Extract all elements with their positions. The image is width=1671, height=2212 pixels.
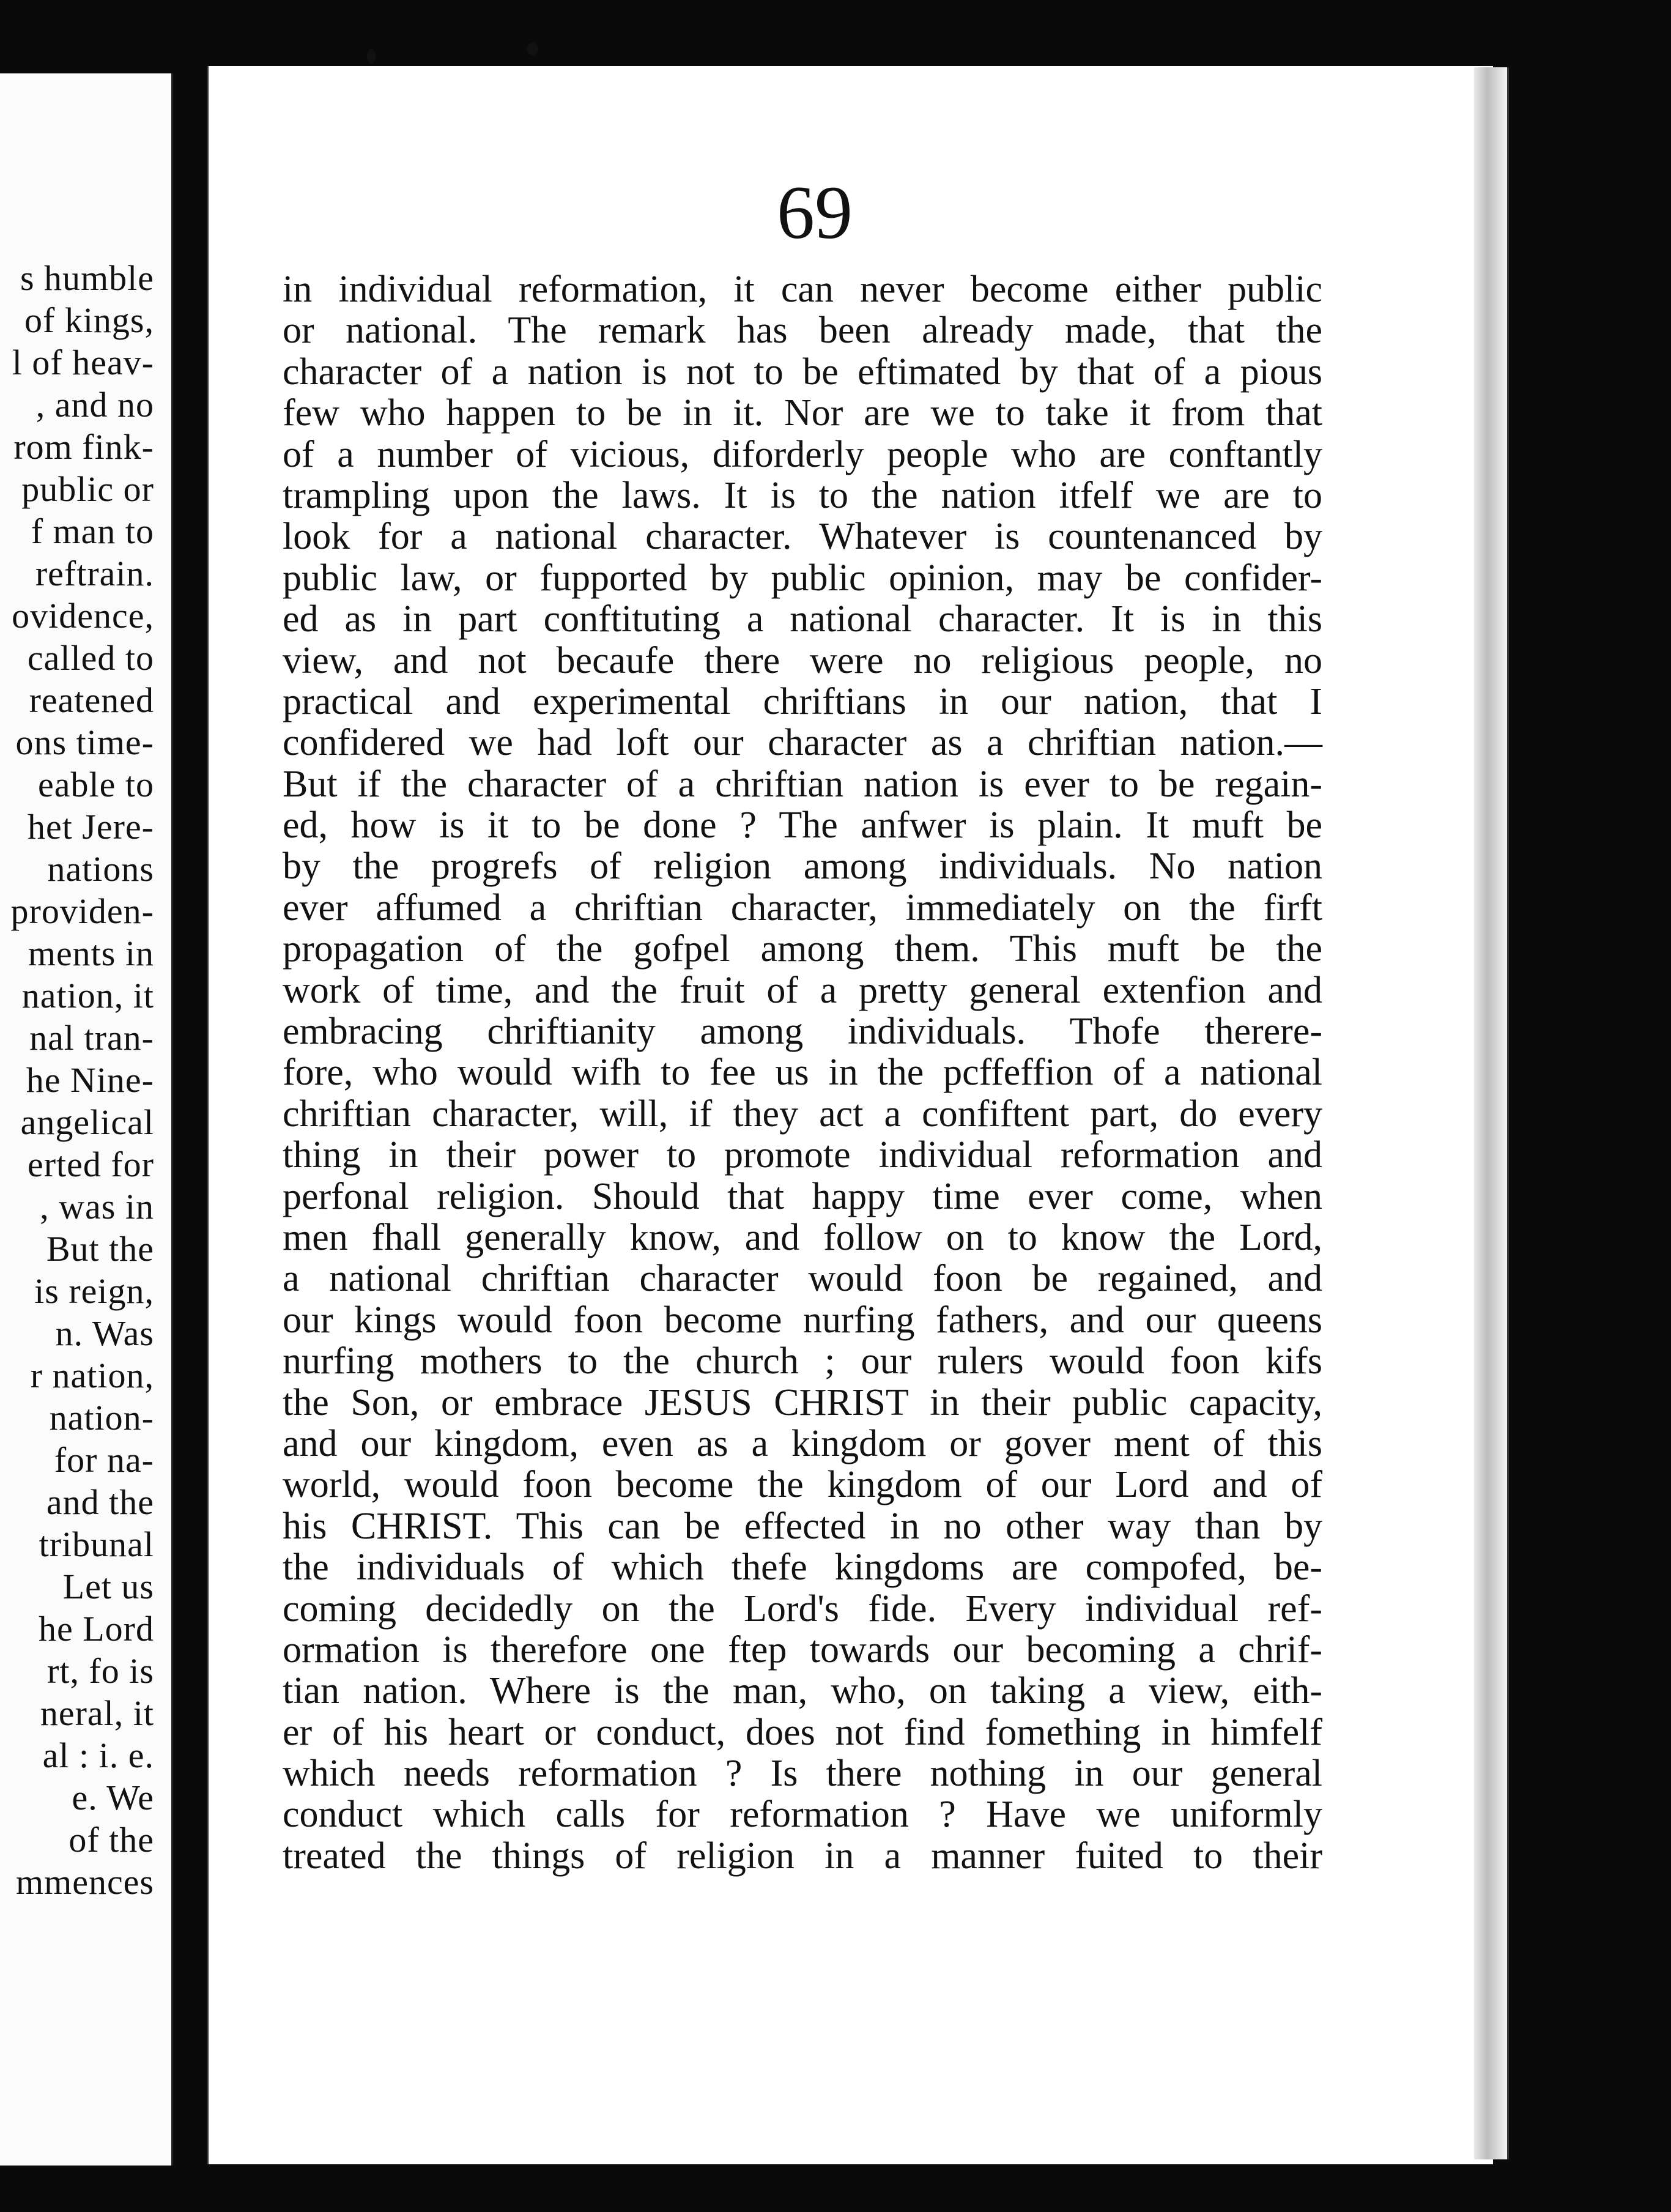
text-line: confidered we had loft our character as a chriftian nation.—: [283, 722, 1322, 764]
text-line: and our kingdom, even as a kingdom or gover ment of this: [283, 1422, 1322, 1464]
scan-speck: [367, 49, 376, 64]
text-line: embracing chriftianity among individuals. Thofe therere-: [283, 1011, 1322, 1053]
text-line: ormation is therefore one ftep towards our becoming a chrif-: [283, 1628, 1322, 1671]
facing-page-line: eable to: [38, 765, 154, 804]
facing-page-line: But the: [46, 1229, 154, 1269]
text-line: trampling upon the laws. It is to the nation itfelf we are to: [283, 474, 1322, 516]
text-line: men fhall generally know, and follow on to know the Lord,: [283, 1216, 1322, 1258]
text-line: look for a national character. Whatever is countenanced by: [283, 516, 1322, 558]
facing-page-line: nal tran-: [29, 1018, 154, 1058]
text-line: or national. The remark has been already made, that the: [283, 310, 1322, 352]
text-line: character of a nation is not to be eftimated by that of a pious: [283, 351, 1322, 393]
text-line: er of his heart or conduct, does not find fomething in himfelf: [283, 1711, 1322, 1753]
text-line: ed, how is it to be done ? The anfwer is plain. It muft be: [283, 804, 1322, 847]
text-line: nurfing mothers to the church ; our rulers would foon kifs: [283, 1340, 1322, 1382]
facing-page-line: of kings,: [24, 300, 154, 340]
facing-page-line: tribunal: [39, 1524, 154, 1564]
text-line: which needs reformation ? Is there nothing in our general: [283, 1753, 1322, 1795]
text-line: view, and not becaufe there were no religious people, no: [283, 639, 1322, 681]
page-edge: [1474, 67, 1509, 2159]
facing-page-line: , and no: [35, 385, 154, 425]
facing-page-line: and the: [46, 1482, 154, 1522]
facing-page-line: Let us: [62, 1567, 154, 1606]
text-line: But if the character of a chriftian nation is ever to be regain-: [283, 763, 1322, 805]
facing-page-line: l of heav-: [12, 343, 154, 382]
text-line: his CHRIST. This can be effected in no other way than by: [283, 1505, 1322, 1547]
facing-page-line: angelical: [20, 1102, 154, 1142]
facing-page-line: he Nine-: [26, 1060, 154, 1100]
text-line: a national chriftian character would foon be regained, and: [283, 1258, 1322, 1300]
facing-page-line: reftrain.: [35, 554, 154, 593]
facing-page-line: for na-: [54, 1440, 154, 1480]
facing-page-line: called to: [27, 638, 154, 678]
facing-page-line: of the: [69, 1820, 154, 1860]
facing-page-line: nation, it: [21, 976, 154, 1015]
facing-page-line: nations: [47, 849, 154, 889]
page-number: 69: [777, 171, 853, 254]
text-line: conduct which calls for reformation ? Have we uniformly: [283, 1794, 1322, 1836]
facing-page-line: erted for: [27, 1145, 154, 1184]
facing-page-line: , was in: [40, 1187, 154, 1227]
facing-page-text: [0, 257, 154, 1903]
text-line: few who happen to be in it. Nor are we to take it from that: [283, 392, 1322, 434]
facing-page-line: f man to: [31, 511, 154, 551]
text-line: tian nation. Where is the man, who, on taking a view, eith-: [283, 1670, 1322, 1712]
facing-page-line: mmences: [15, 1862, 154, 1902]
facing-page-line: r nation,: [30, 1356, 154, 1395]
text-line: treated the things of religion in a manner fuited to their: [283, 1835, 1322, 1877]
text-line: in individual reformation, it can never become either public: [283, 269, 1322, 310]
text-line: thing in their power to promote individual reformation and: [283, 1134, 1322, 1176]
facing-page-line: ovidence,: [12, 596, 154, 636]
text-line: fore, who would wifh to fee us in the pcffeffion of a national: [283, 1052, 1322, 1094]
facing-page-line: ments in: [28, 933, 154, 973]
text-line: ever affumed a chriftian character, immediately on the firft: [283, 886, 1322, 929]
facing-page-line: reatened: [29, 680, 154, 720]
text-line: world, would foon become the kingdom of our Lord and of: [283, 1464, 1322, 1506]
text-line: practical and experimental chriftians in our nation, that I: [283, 680, 1322, 722]
text-line: public law, or fupported by public opinion, may be confider-: [283, 557, 1322, 599]
text-line: of a number of vicious, diforderly people who are conftantly: [283, 433, 1322, 475]
page-body-text: [283, 269, 1322, 1877]
text-line: coming decidedly on the Lord's fide. Every individual ref-: [283, 1587, 1322, 1630]
text-line: chriftian character, will, if they act a confiftent part, do every: [283, 1093, 1322, 1135]
facing-page-line: neral, it: [40, 1693, 154, 1733]
facing-page-line: providen-: [10, 891, 154, 931]
facing-page-line: public or: [21, 469, 154, 509]
facing-page-line: s humble: [20, 258, 154, 298]
text-line: the Son, or embrace JESUS CHRIST in their public capacity,: [283, 1381, 1322, 1423]
text-line: work of time, and the fruit of a pretty general extenfion and: [283, 969, 1322, 1011]
facing-page-line: is reign,: [34, 1271, 154, 1311]
facing-page-line: n. Was: [55, 1313, 154, 1353]
facing-page-line: ons time-: [15, 722, 154, 762]
facing-page-line: het Jere-: [27, 807, 154, 847]
text-line: ed as in part conftituting a national character. It is in this: [283, 598, 1322, 640]
facing-page-line: rt, fo is: [47, 1651, 154, 1691]
text-line: our kings would foon become nurfing fathers, and our queens: [283, 1299, 1322, 1341]
facing-page-left: [0, 73, 173, 2166]
scan-speck: [527, 43, 538, 55]
text-line: the individuals of which thefe kingdoms are compofed, be-: [283, 1546, 1322, 1589]
facing-page-line: nation-: [49, 1398, 154, 1438]
text-line: propagation of the gofpel among them. This muft be the: [283, 928, 1322, 970]
facing-page-line: al : i. e.: [42, 1735, 154, 1775]
facing-page-line: he Lord: [39, 1609, 154, 1649]
facing-page-line: e. We: [72, 1778, 154, 1817]
text-line: perfonal religion. Should that happy time ever come, when: [283, 1175, 1322, 1217]
text-line: by the progrefs of religion among individuals. No nation: [283, 845, 1322, 888]
facing-page-line: rom fink-: [13, 427, 154, 467]
